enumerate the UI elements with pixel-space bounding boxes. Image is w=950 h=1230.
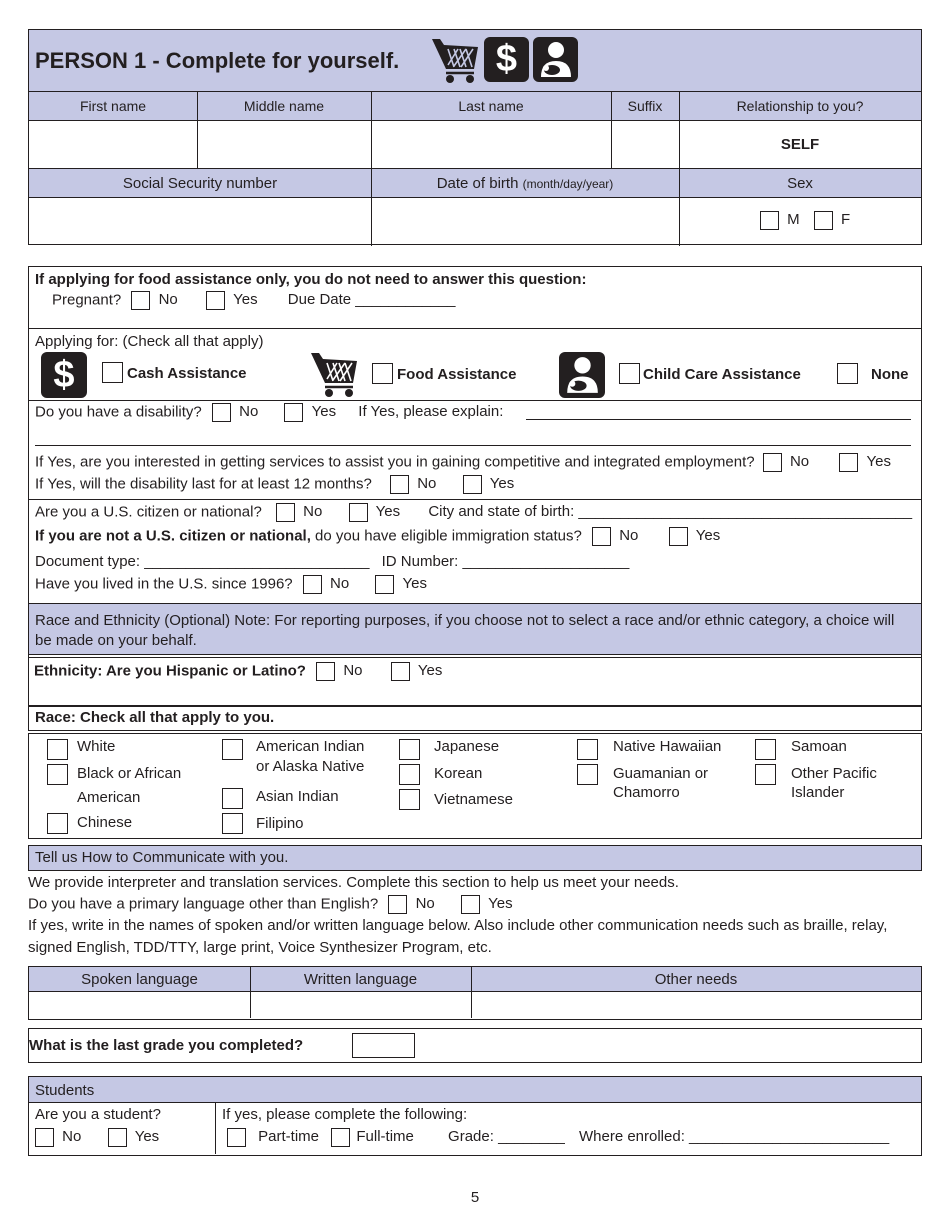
- communicate-line4: signed English, TDD/TTY, large print, Voice Synthesizer Program, etc.: [28, 939, 492, 956]
- race-samoan-checkbox[interactable]: [755, 739, 776, 760]
- spoken-language-field[interactable]: [29, 992, 250, 1018]
- hispanic-yes-checkbox[interactable]: [391, 662, 410, 681]
- document-row: Document type: ___________________________ ID Number: ____________________: [35, 553, 630, 570]
- months-row: If Yes, will the disability last for at least 12 months? No Yes: [35, 475, 515, 493]
- pregnant-row: Pregnant? No Yes Due Date ____________: [52, 291, 456, 309]
- dollar-icon: $: [484, 37, 529, 82]
- race-asian-indian-checkbox[interactable]: [222, 788, 243, 809]
- citizen-no-checkbox[interactable]: [276, 503, 295, 522]
- employment-row: If Yes, are you interested in getting services to assist you in gaining competitive and integrated employment? No Yes: [35, 453, 891, 471]
- written-language-header: Written language: [303, 971, 418, 988]
- child-care-icon: [533, 37, 578, 82]
- disability-explain-line-2[interactable]: [35, 445, 911, 446]
- disability-yes-checkbox[interactable]: [284, 403, 303, 422]
- race-pacific-label-2: Islander: [791, 784, 845, 801]
- page-title: PERSON 1 - Complete for yourself.: [35, 48, 400, 73]
- student-no-checkbox[interactable]: [35, 1128, 54, 1147]
- race-filipino-label: Filipino: [256, 815, 304, 832]
- suffix-field[interactable]: [612, 121, 679, 168]
- food-assistance-label: Food Assistance: [397, 366, 517, 383]
- months-no-checkbox[interactable]: [390, 475, 409, 494]
- communicate-title: Tell us How to Communicate with you.: [35, 849, 289, 866]
- page-number: 5: [470, 1189, 480, 1206]
- full-time-checkbox[interactable]: [331, 1128, 350, 1147]
- employment-yes-checkbox[interactable]: [839, 453, 858, 472]
- food-cart-icon: [309, 349, 361, 399]
- none-checkbox[interactable]: [837, 363, 858, 384]
- pregnant-yes-checkbox[interactable]: [206, 291, 225, 310]
- race-black-label: Black or African: [77, 765, 182, 782]
- person-section: [28, 29, 922, 245]
- race-white-checkbox[interactable]: [47, 739, 68, 760]
- race-pacific-label: Other Pacific: [791, 765, 877, 782]
- students-section: [28, 1076, 922, 1156]
- child-care-label: Child Care Assistance: [643, 366, 801, 383]
- race-korean-label: Korean: [434, 765, 483, 782]
- pregnant-title: If applying for food assistance only, you do not need to answer this question:: [35, 271, 587, 288]
- race-samoan-label: Samoan: [791, 738, 847, 755]
- ethnicity-row: Ethnicity: Are you Hispanic or Latino? No Yes: [34, 662, 443, 680]
- communicate-line3: If yes, write in the names of spoken and/or written language below. Also include other communication needs such as braille, relay,: [28, 917, 888, 934]
- since-1996-yes-checkbox[interactable]: [375, 575, 394, 594]
- race-pacific-checkbox[interactable]: [755, 764, 776, 785]
- immigration-yes-checkbox[interactable]: [669, 527, 688, 546]
- race-vietnamese-label: Vietnamese: [434, 791, 513, 808]
- spoken-language-header: Spoken language: [81, 971, 198, 988]
- student-details-row: Part-time Full-time Grade: ________ Where enrolled: ________________________: [227, 1128, 889, 1147]
- race-asian-indian-label: Asian Indian: [256, 788, 339, 805]
- grade-question: What is the last grade you completed?: [29, 1037, 304, 1054]
- grade-input[interactable]: [352, 1033, 415, 1058]
- race-guamanian-label-2: Chamorro: [613, 784, 680, 801]
- relationship-header: Relationship to you?: [736, 98, 864, 114]
- pregnant-no-checkbox[interactable]: [131, 291, 150, 310]
- race-amind-label: American Indian: [256, 738, 365, 755]
- race-options-box: [28, 733, 922, 839]
- other-needs-header: Other needs: [654, 971, 738, 988]
- middle-name-header: Middle name: [243, 98, 325, 114]
- last-name-header: Last name: [458, 98, 524, 114]
- race-ethnicity-note: Race and Ethnicity (Optional) Note: For reporting purposes, if you choose not to select a race and/or ethnic category, a choice will be made on your behalf.: [35, 612, 895, 649]
- dob-field[interactable]: [372, 198, 679, 244]
- citizen-yes-checkbox[interactable]: [349, 503, 368, 522]
- race-filipino-checkbox[interactable]: [222, 813, 243, 834]
- primary-language-yes-checkbox[interactable]: [461, 895, 480, 914]
- applying-label: Applying for: (Check all that apply): [35, 333, 264, 350]
- student-complete-label: If yes, please complete the following:: [222, 1106, 468, 1123]
- communicate-line1: We provide interpreter and translation services. Complete this section to help us meet your needs.: [28, 874, 679, 891]
- other-needs-field[interactable]: [472, 992, 921, 1018]
- race-japanese-label: Japanese: [434, 738, 500, 755]
- disability-no-checkbox[interactable]: [212, 403, 231, 422]
- race-hawaiian-label: Native Hawaiian: [613, 738, 722, 755]
- race-vietnamese-checkbox[interactable]: [399, 789, 420, 810]
- dob-header: Date of birth (month/day/year): [436, 175, 614, 192]
- child-care-checkbox[interactable]: [619, 363, 640, 384]
- race-guamanian-label: Guamanian or: [613, 765, 709, 782]
- race-amind-label-2: or Alaska Native: [256, 758, 365, 775]
- sex-options: M F: [760, 211, 850, 230]
- race-black-label-2: American: [77, 789, 141, 806]
- months-yes-checkbox[interactable]: [463, 475, 482, 494]
- race-title: Race: Check all that apply to you.: [35, 709, 275, 726]
- first-name-header: First name: [79, 98, 147, 114]
- race-chinese-checkbox[interactable]: [47, 813, 68, 834]
- sex-m-checkbox[interactable]: [760, 211, 779, 230]
- grade-section: [28, 1028, 922, 1063]
- suffix-header: Suffix: [627, 98, 663, 114]
- first-name-field[interactable]: [29, 121, 197, 168]
- relationship-value: SELF: [780, 136, 820, 153]
- citizen-row: Are you a U.S. citizen or national? No Yes City and state of birth: ________________________________________: [35, 503, 913, 521]
- immigration-no-checkbox[interactable]: [592, 527, 611, 546]
- ssn-field[interactable]: [29, 198, 371, 244]
- primary-language-row: Do you have a primary language other than English? No Yes: [28, 895, 513, 913]
- student-question: Are you a student?: [35, 1106, 161, 1123]
- cash-assistance-label: Cash Assistance: [127, 365, 247, 382]
- ssn-header: Social Security number: [122, 175, 278, 192]
- employment-no-checkbox[interactable]: [763, 453, 782, 472]
- student-yes-checkbox[interactable]: [108, 1128, 127, 1147]
- food-assistance-checkbox[interactable]: [372, 363, 393, 384]
- sex-header: Sex: [787, 175, 813, 192]
- cash-assistance-checkbox[interactable]: [102, 362, 123, 383]
- since-1996-no-checkbox[interactable]: [303, 575, 322, 594]
- since-1996-row: Have you lived in the U.S. since 1996? No Yes: [35, 575, 428, 593]
- race-japanese-checkbox[interactable]: [399, 739, 420, 760]
- childcare-icon: [559, 352, 605, 398]
- none-label: None: [871, 366, 909, 383]
- primary-language-no-checkbox[interactable]: [388, 895, 407, 914]
- race-white-label: White: [77, 738, 116, 755]
- race-korean-checkbox[interactable]: [399, 764, 420, 785]
- disability-row: Do you have a disability? No Yes If Yes, please explain:: [35, 403, 504, 421]
- language-table: [28, 966, 922, 1020]
- last-name-field[interactable]: [372, 121, 611, 168]
- shopping-cart-icon: [430, 35, 482, 85]
- race-black-checkbox[interactable]: [47, 764, 68, 785]
- part-time-checkbox[interactable]: [227, 1128, 246, 1147]
- cash-dollar-icon: $: [41, 352, 87, 398]
- students-title: Students: [35, 1082, 95, 1099]
- student-options: No Yes: [35, 1128, 159, 1147]
- details-section: [28, 266, 922, 706]
- written-language-field[interactable]: [251, 992, 471, 1018]
- hispanic-no-checkbox[interactable]: [316, 662, 335, 681]
- immigration-row: If you are not a U.S. citizen or national, do you have eligible immigration status? No Yes: [35, 527, 721, 545]
- race-guamanian-checkbox[interactable]: [577, 764, 598, 785]
- race-hawaiian-checkbox[interactable]: [577, 739, 598, 760]
- sex-f-checkbox[interactable]: [814, 211, 833, 230]
- disability-explain-line[interactable]: [526, 419, 911, 420]
- race-chinese-label: Chinese: [77, 814, 133, 831]
- middle-name-field[interactable]: [198, 121, 371, 168]
- race-amind-checkbox[interactable]: [222, 739, 243, 760]
